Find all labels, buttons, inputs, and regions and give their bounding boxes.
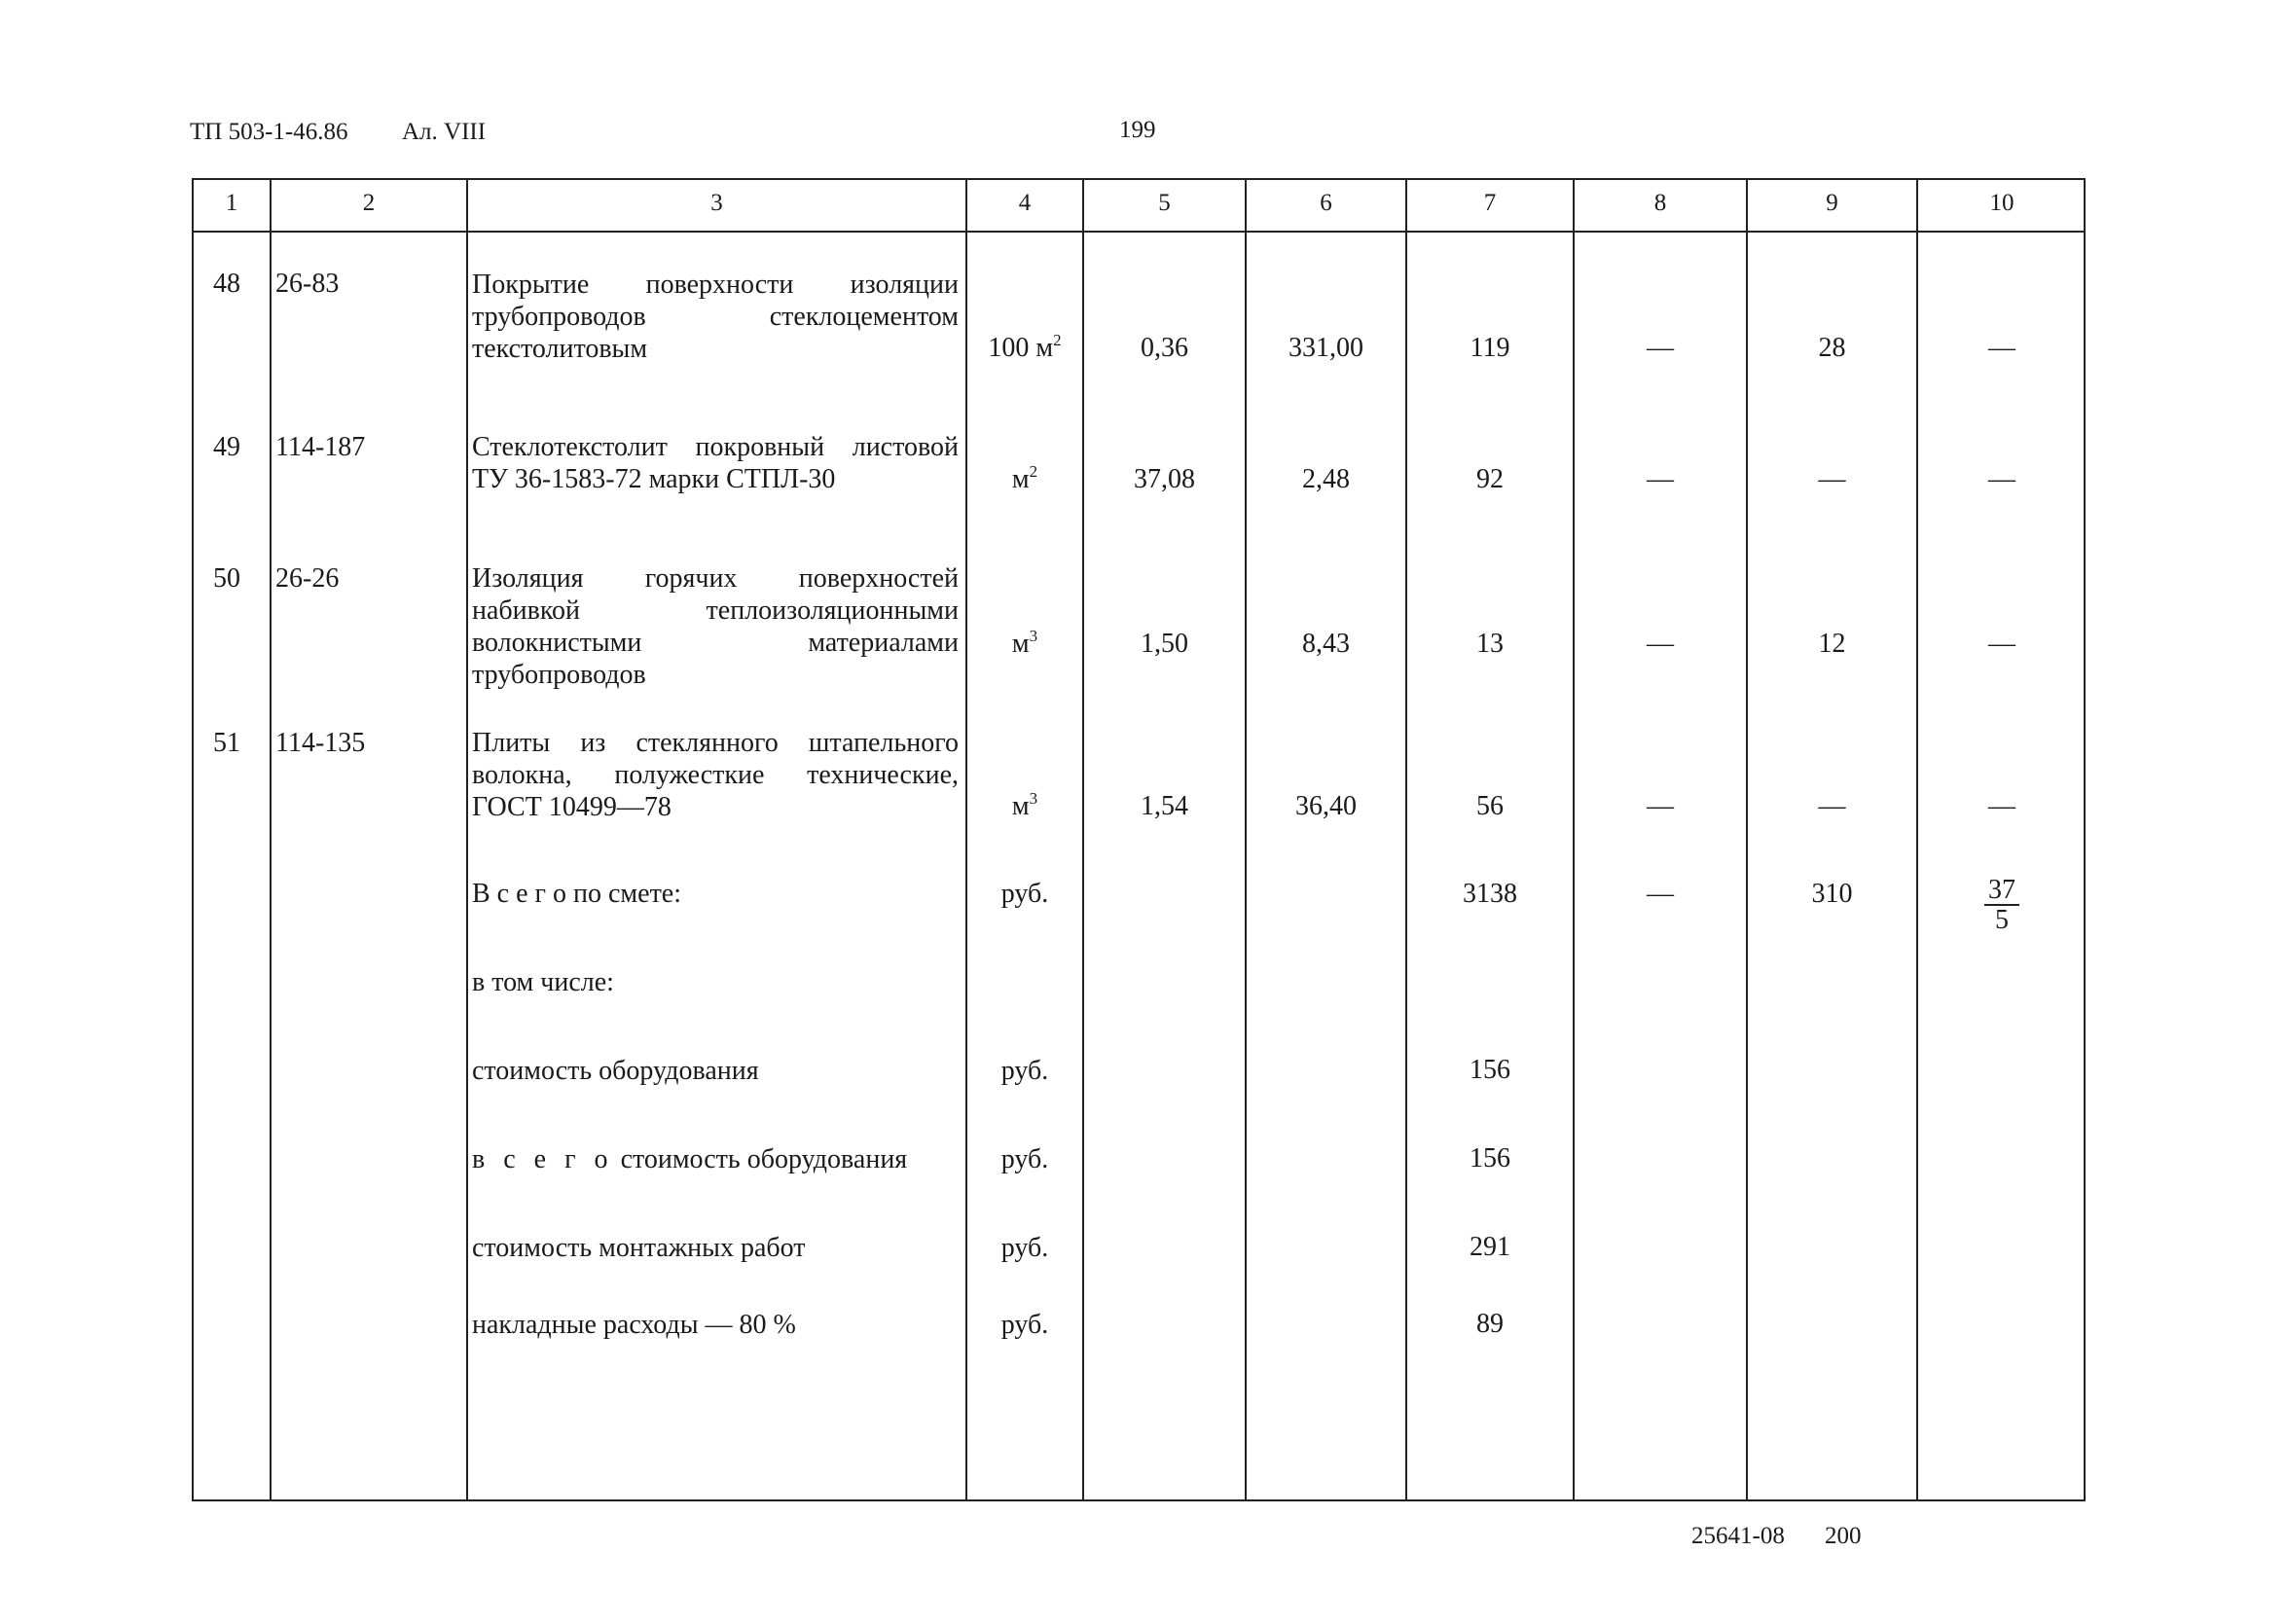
column-9-value: — (1818, 464, 1846, 494)
estimate-table (192, 178, 2086, 1501)
quantity: 0,36 (1141, 333, 1188, 363)
item-description: Плиты из стеклянного штапельного волокна, полужесткие технические, ГОСТ 10499—78 (472, 728, 959, 822)
item-description: Стеклотекстолит покровный листовой ТУ 36-1583-72 марки СТПЛ-30 (472, 432, 959, 494)
column-8-value: — (1647, 629, 1674, 659)
column-divider (1916, 180, 1918, 1499)
unit: $м^3$ (1011, 627, 1038, 659)
row-number: 49 (213, 432, 240, 462)
unit: 100 $м^2$ (988, 331, 1062, 363)
total-cost: 3138 (1463, 879, 1517, 909)
unit-price: 8,43 (1302, 629, 1350, 659)
column-divider (1405, 180, 1407, 1499)
unit-price: 2,48 (1302, 464, 1350, 494)
item-description: Покрытие поверхности изоляции трубопроводов стеклоцементом текстолитовым (472, 270, 959, 364)
unit: руб. (1000, 1056, 1049, 1086)
column-10-value: — (1988, 464, 2015, 494)
column-number: 1 (225, 190, 238, 216)
unit: $м^2$ (1011, 462, 1038, 494)
column-number: 7 (1483, 190, 1497, 216)
column-8-value: — (1647, 333, 1674, 363)
album-number: Ал. VIII (402, 119, 487, 145)
column-8-value: — (1647, 791, 1674, 821)
overhead-label: накладные расходы — 80 % (472, 1310, 796, 1340)
column-divider (466, 180, 468, 1499)
column-divider (1573, 180, 1575, 1499)
equipment-total-label: в с е г о стоимость оборудования (472, 1144, 908, 1174)
total-cost: 156 (1470, 1055, 1510, 1085)
column-number: 10 (1989, 190, 2015, 216)
including-label: в том числе: (472, 967, 614, 997)
unit: руб. (1000, 1233, 1049, 1263)
column-9-value: 12 (1818, 629, 1846, 659)
column-divider (1245, 180, 1247, 1499)
column-10-value: — (1988, 629, 2015, 659)
price-code: 26-83 (275, 269, 340, 299)
column-9-value: 28 (1818, 333, 1846, 363)
column-divider (965, 180, 967, 1499)
column-number: 9 (1826, 190, 1838, 216)
column-divider (1082, 180, 1084, 1499)
column-10-fraction: $\frac{37}{5}$ (1918, 876, 2086, 936)
price-code: 26-26 (275, 563, 340, 594)
unit: $м^3$ (1011, 789, 1038, 821)
price-code: 114-135 (275, 728, 366, 758)
total-cost: 119 (1470, 333, 1510, 363)
column-10-value: — (1988, 333, 2015, 363)
total-cost: 156 (1470, 1143, 1510, 1173)
total-cost: 89 (1476, 1309, 1504, 1339)
footer-code: 25641-08 (1691, 1523, 1785, 1549)
unit: руб. (1000, 879, 1049, 909)
unit: руб. (1000, 1144, 1049, 1174)
column-number: 2 (362, 190, 376, 216)
column-number: 4 (1018, 190, 1032, 216)
total-cost: 56 (1476, 791, 1504, 821)
quantity: 37,08 (1134, 464, 1195, 494)
total-cost: 291 (1470, 1232, 1510, 1262)
equipment-cost-label: стоимость оборудования (472, 1056, 759, 1086)
row-number: 50 (213, 563, 240, 594)
quantity: 1,54 (1141, 791, 1188, 821)
row-number: 51 (213, 728, 240, 758)
column-10-value: — (1988, 791, 2015, 821)
column-9-value: — (1818, 791, 1846, 821)
quantity: 1,50 (1141, 629, 1188, 659)
unit: руб. (1000, 1310, 1049, 1340)
column-8-value: — (1647, 879, 1674, 909)
column-8-value: — (1647, 464, 1674, 494)
installation-cost-label: стоимость монтажных работ (472, 1233, 806, 1263)
column-divider (270, 180, 272, 1499)
column-number: 6 (1320, 190, 1332, 216)
document-code: ТП 503-1-46.86 (190, 119, 348, 145)
column-9-value: 310 (1811, 879, 1853, 909)
column-divider (1746, 180, 1748, 1499)
column-number: 8 (1653, 190, 1667, 216)
summary-total-label: В с е г о по смете: (472, 879, 682, 909)
column-number: 3 (710, 190, 723, 216)
footer-page-number: 200 (1825, 1523, 1862, 1549)
page-number: 199 (1119, 117, 1156, 143)
unit-price: 36,40 (1295, 791, 1357, 821)
row-number: 48 (213, 269, 240, 299)
column-number: 5 (1158, 190, 1171, 216)
price-code: 114-187 (275, 432, 366, 462)
total-cost: 92 (1476, 464, 1504, 494)
header-divider (194, 231, 2084, 233)
item-description: Изоляция горячих поверхностей набивкой теплоизоляционными волокнистыми материалами трубопроводов (472, 563, 959, 690)
unit-price: 331,00 (1289, 333, 1363, 363)
total-cost: 13 (1476, 629, 1504, 659)
